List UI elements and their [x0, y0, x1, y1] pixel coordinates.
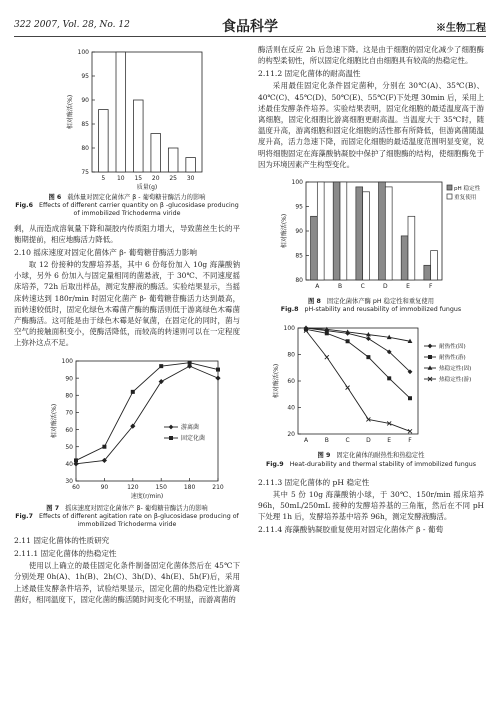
y-tick-label: 80	[65, 392, 73, 400]
legend-marker	[169, 436, 173, 440]
paragraph: 剩，从而造成溶氧量下降和凝胶内传质阻力增大，导致菌丝生长的平衡期提前，相应地酶活力降低。	[14, 223, 240, 244]
legend-label: 热稳定性(固)	[439, 366, 472, 373]
y-axis-label: 相对酶活(%)	[281, 213, 288, 249]
x-tick-label: D	[383, 283, 388, 291]
x-tick-label: C	[360, 283, 365, 291]
fig9-caption-cn: 图 9 固定化菌体的耐热性和热稳定性	[317, 452, 425, 460]
fig7-caption-en: Fig.7 Effects of different agitation rate on β-glucosidase producing of immobilized Trichoderma viride	[15, 512, 239, 529]
y-tick-label: 100	[283, 325, 295, 333]
bar	[333, 182, 340, 280]
chart-carrier-quantity	[14, 44, 240, 194]
data-point	[159, 379, 164, 384]
fig6-caption-en: Fig.6 Effects of different carrier quantity on β -glucosidase producing of immobilized Trichoderma viride	[15, 202, 239, 218]
y-tick-label: 85	[295, 252, 303, 260]
paragraph: 酶活则在反应 2h 后急速下降。这是由于细胞的固定化减少了细胞酶的构型柔韧性，所以固定化细胞比自由细胞具有较高的热稳定性。	[258, 45, 484, 66]
x-tick-label: D	[366, 437, 371, 445]
journal-citation: 322 2007, Vol. 28, No. 12	[14, 20, 130, 30]
bar	[186, 158, 196, 172]
fig9-caption-en: Fig.9 Heat-durability and thermal stability of immobilized fungus	[265, 460, 477, 468]
fig6-caption-cn: 图 6 载体量对固定化菌体产 β - 葡萄糖苷酶活力的影响	[48, 194, 206, 201]
section-heading-2-11-1: 2.11.1 固定化菌体的热稳定性	[14, 549, 117, 559]
legend-label: 游离菌	[181, 423, 200, 431]
series-line	[76, 362, 218, 460]
series-line	[306, 331, 410, 432]
bar	[317, 182, 324, 280]
chart-agitation-rate	[14, 355, 240, 505]
page-header	[14, 14, 486, 37]
figure-6	[14, 44, 240, 194]
left-column	[14, 44, 240, 605]
data-point	[346, 386, 350, 390]
x-tick-label: A	[303, 437, 309, 445]
bar	[356, 187, 363, 280]
x-tick-label: E	[406, 283, 410, 291]
data-point	[387, 377, 391, 381]
y-tick-label: 60	[65, 426, 73, 434]
y-tick-label: 50	[65, 443, 73, 451]
bar	[311, 216, 318, 280]
y-tick-label: 80	[295, 277, 303, 285]
y-tick-label: 90	[81, 97, 89, 105]
bar	[116, 52, 126, 172]
data-point	[325, 332, 329, 336]
y-tick-label: 95	[295, 203, 303, 211]
chart-ph-stability	[258, 176, 484, 298]
bar	[424, 265, 431, 280]
section-heading-2-11-2: 2.11.2 固定化菌体的耐高温性	[258, 69, 361, 79]
y-tick-label: 100	[77, 49, 89, 57]
data-point	[159, 364, 163, 368]
x-tick-label: 10	[116, 175, 125, 182]
y-tick-label: 20	[287, 431, 295, 439]
x-axis-label: 速度(r/min)	[130, 492, 164, 500]
data-point	[408, 430, 412, 434]
paragraph: 取 12 份接种的发酵培养基，其中 6 份每份加入 10g 海藻酸钠小球，另外 6 份加入与固定量相同的菌悬液，于 30℃、不同速度摇床培养，72h 后取出样品，测定发酵液的酶活。实验结果显示，当摇床转速达到 180r/min 时固定化菌产 β- 葡萄糖苷酶活力达到最高，而转速较低时，固定化绿色木霉菌产酶的酶活则低于游离绿色木霉菌产酶酶活。这可能是由于绿色木霉是好氧菌，在固定化的同时，菌与空气的接触面积变小，使酶活降低，而较高的转速则可以在一定程度上弥补这点不足。	[14, 260, 240, 348]
bar	[408, 216, 415, 280]
paragraph: 其中 5 份 10g 海藻酸钠小球，于 30℃、150r/min 摇床培养 96h，50mL/250mL 接种的发酵培养基的三角瓶，然后在不同 pH 下处理 1h 后，发酵培养基中培养 96h，测定发酵液酶活。	[258, 489, 484, 522]
y-axis-label: 相对酶活(%)	[51, 403, 58, 438]
bar	[385, 187, 392, 280]
x-axis-label: 质量(g)	[136, 184, 158, 191]
legend-label: 热稳定性(游)	[439, 377, 472, 384]
section-heading-2-11-3: 2.11.3 固定化菌体的 pH 稳定性	[258, 477, 370, 487]
y-tick-label: 80	[287, 352, 295, 360]
x-tick-label: B	[324, 437, 329, 445]
y-tick-label: 90	[295, 228, 303, 236]
series-line	[306, 330, 410, 399]
legend-label: 耐热性(固)	[439, 344, 466, 351]
y-tick-label: 90	[65, 374, 73, 382]
x-tick-label: 120	[127, 483, 139, 491]
bar	[133, 100, 143, 172]
x-tick-label: 60	[72, 483, 80, 491]
legend-swatch	[447, 194, 452, 199]
x-tick-label: E	[387, 437, 392, 445]
x-tick-label: 20	[151, 175, 160, 182]
legend-marker	[428, 344, 433, 349]
bar	[151, 134, 161, 172]
bar	[340, 182, 347, 280]
series-line	[76, 366, 218, 464]
figure-8	[258, 176, 484, 298]
data-point	[131, 389, 135, 393]
data-point	[215, 375, 220, 380]
legend-swatch	[447, 185, 452, 190]
journal-title: 食品科学	[222, 19, 278, 35]
bar	[99, 110, 109, 172]
right-column	[258, 44, 484, 536]
section-heading-2-11-4: 2.11.4 海藻酸钠凝胶重复使用对固定化菌体产 β - 葡萄	[258, 525, 444, 535]
data-point	[346, 340, 350, 344]
data-point	[408, 397, 412, 401]
data-point	[188, 360, 192, 364]
legend-label: 耐热性(游)	[439, 355, 466, 362]
plot-frame	[306, 182, 442, 280]
y-tick-label: 40	[287, 405, 295, 413]
x-tick-label: C	[345, 437, 350, 445]
fig7-caption-cn: 图 7 摇床速度对固定化菌体产 β- 葡萄糖苷酶活力的影响	[46, 504, 208, 512]
x-tick-label: 30	[186, 175, 195, 182]
data-point	[366, 356, 370, 360]
x-tick-label: F	[428, 283, 433, 291]
x-tick-label: A	[315, 283, 320, 291]
paragraph: 采用最佳固定化条件固定菌种，分别在 30℃(A)、35℃(B)、40℃(C)、45℃(D)、50℃(E)、55℃(F)下处理 30min 后，采用上述最佳发酵条件培养。实验结果表明，固定化细胞的最适温度高于游离细胞，固定化细胞比游离细胞更耐高温。当温度大于 35℃时，随温度升高，游离细胞和固定化细胞的活性都有所降低，但游离菌随温度升高，活力急速下降，而固定化细胞的最适温度范围明显变宽，说明将细胞固定在海藻酸钠凝胶中保护了细胞酶的结构，使细胞酶免于因为环境因素产生构型变化。	[258, 81, 484, 169]
y-tick-label: 80	[81, 145, 89, 153]
legend-label: pH 稳定性	[454, 185, 481, 192]
y-tick-label: 70	[65, 409, 73, 417]
x-tick-label: 90	[100, 483, 109, 491]
x-tick-label: 15	[134, 175, 143, 182]
paragraph: 使用以上确立的最佳固定化条件制备固定化菌体然后在 45℃下分别处理 0h(A)、1h(B)、2h(C)、3h(D)、4h(E)、5h(F)后，采用上述最佳发酵条件培养，试验结果显示，固定化菌的热稳定性比游离菌好，相同温度下，固定化菌的酶活随时间变化不明显，而游离菌的	[14, 561, 240, 604]
y-tick-label: 60	[287, 378, 295, 386]
legend-label: 重复使用	[454, 194, 477, 201]
x-tick-label: B	[337, 283, 343, 291]
x-tick-label: 210	[212, 483, 224, 491]
bar	[168, 148, 178, 172]
bar	[401, 236, 408, 280]
x-tick-label: 25	[169, 175, 178, 182]
bar	[379, 182, 386, 280]
data-point	[102, 444, 106, 448]
y-tick-label: 30	[65, 477, 73, 485]
legend-label: 固定化菌	[181, 434, 206, 442]
figure-9	[258, 322, 484, 452]
y-tick-label: 95	[81, 73, 89, 81]
x-tick-label: 150	[155, 483, 167, 491]
figure-7	[14, 355, 240, 505]
bar	[363, 192, 370, 280]
data-point	[366, 337, 371, 342]
data-point	[325, 356, 329, 360]
x-tick-label: 180	[183, 483, 196, 491]
data-point	[74, 458, 78, 462]
y-tick-label: 85	[81, 121, 89, 129]
y-axis-label: 相对酶活(%)	[273, 364, 280, 399]
x-tick-label: F	[408, 437, 412, 445]
bar	[431, 251, 438, 280]
y-tick-label: 75	[81, 169, 89, 177]
y-tick-label: 40	[65, 460, 73, 468]
chart-heat-durability	[258, 322, 484, 452]
legend-marker	[428, 355, 432, 359]
y-tick-label: 100	[61, 357, 73, 365]
y-axis-label: 相对酶活(%)	[67, 94, 74, 130]
section-label: ※生物工程	[436, 23, 486, 34]
legend-marker	[169, 424, 174, 429]
data-point	[216, 367, 220, 371]
fig8-caption-en: Fig.8 pH-stability and reusability of immobilized fungus	[280, 306, 462, 314]
fig8-caption-cn: 图 8 固定化菌体产酶 pH 稳定性和重复使用	[307, 298, 435, 306]
x-tick-label: 5	[101, 175, 106, 182]
section-heading-2-11: 2.11 固定化菌体的性质研究	[14, 536, 110, 546]
section-heading-2-10: 2.10 摇床速度对固定化菌体产 β- 葡萄糖苷酶活力影响	[14, 248, 197, 258]
y-tick-label: 100	[291, 179, 303, 187]
